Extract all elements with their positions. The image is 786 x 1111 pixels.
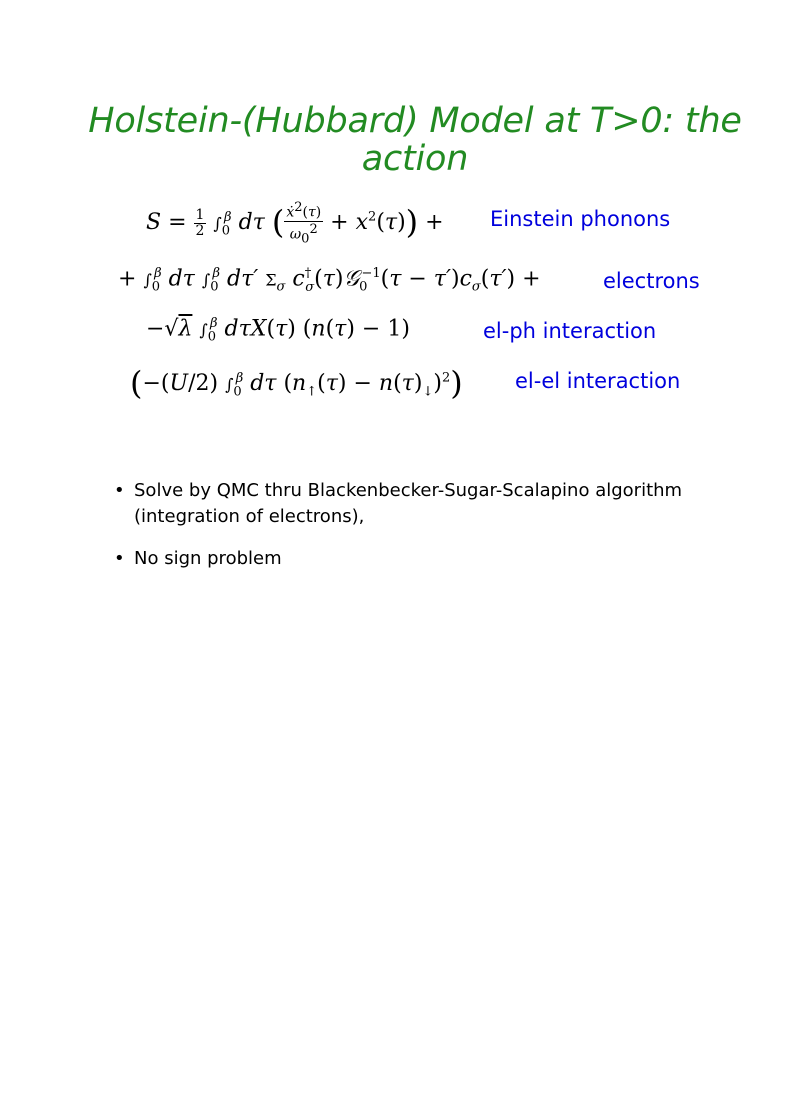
label-einstein-phonons: Einstein phonons	[490, 207, 671, 231]
label-el-el-interaction: el-el interaction	[515, 369, 681, 393]
list-item	[112, 546, 752, 572]
bullet-icon: •	[114, 480, 125, 501]
equation-action-elel: (−(U/2) $\int_0^\beta$ dτ $(n_↑(\tau) - n(\tau)_↓)^2$)	[130, 364, 463, 402]
slide-title: Holstein-(Hubbard) Model at T>0: the action	[88, 101, 742, 179]
equation-action-elph: −√λ $\int_0^\beta$ dτX(τ) (n(τ) − 1)	[146, 316, 410, 345]
equation-action-electrons: + $\int_0^\beta$ dτ $\int_0^\beta$ dτ′ $\Sigma_\sigma$ $c^\dagger_\sigma(\tau)𝒢_0^{-1}(\tau - \tau')c_\sigma(\tau')$ +	[118, 266, 541, 295]
list-item	[112, 478, 752, 530]
bullet-icon: •	[114, 548, 125, 569]
equation-action-phonon: S = $\frac{1}{2}$ $\int_0^\beta$ dτ ( $\frac{ẋ^2(\tau)}{\omega_0^2}$ + $x^2(\tau)$) +	[146, 200, 444, 247]
bullet-list	[112, 478, 752, 588]
bullet-text: No sign problem	[134, 548, 282, 569]
label-el-ph-interaction: el-ph interaction	[483, 319, 657, 343]
bullet-text: Solve by QMC thru Blackenbecker-Sugar-Scalapino algorithm (integration of electrons),	[134, 480, 683, 527]
label-electrons: electrons	[603, 269, 700, 293]
